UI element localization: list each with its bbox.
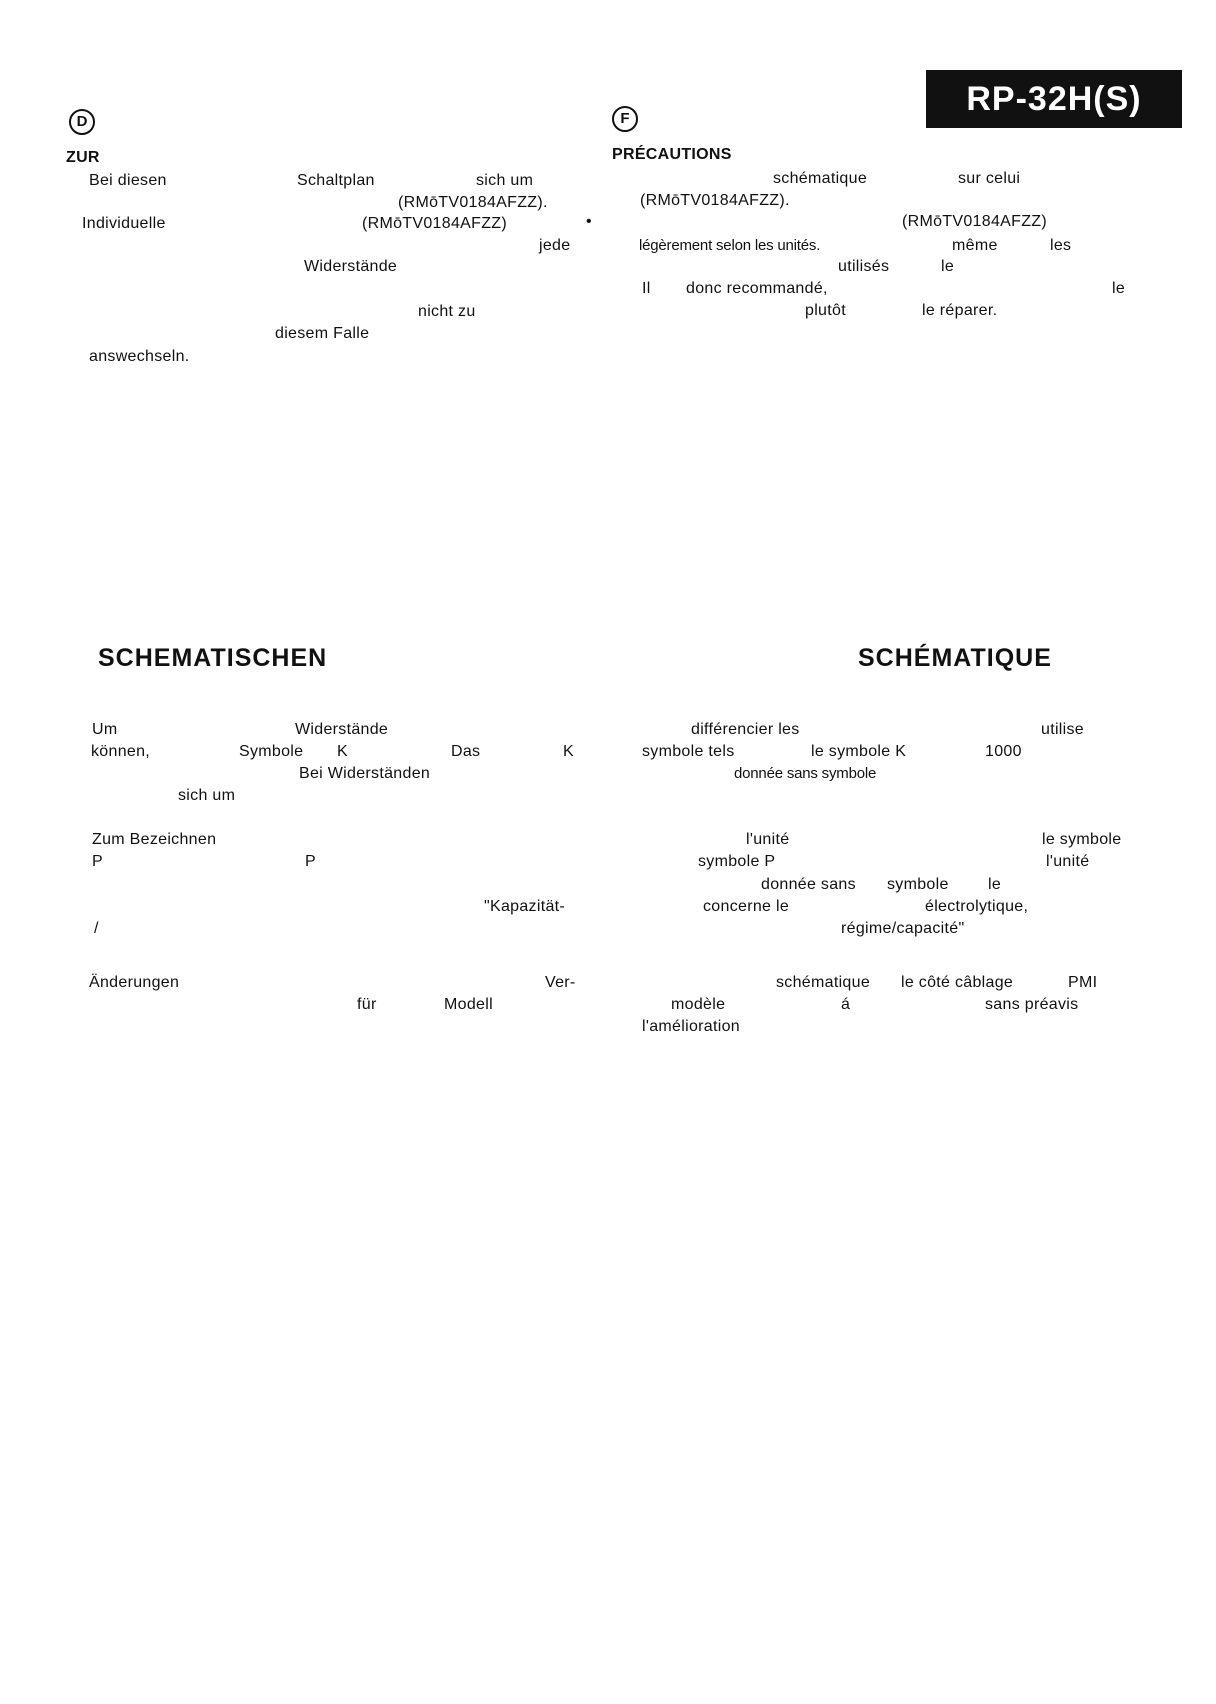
french-text: (RMōTV0184AFZZ): [902, 213, 1047, 230]
german-text: Um: [92, 721, 118, 738]
french-text: plutôt: [805, 302, 846, 319]
french-text: •: [586, 213, 592, 230]
french-text: donnée sans symbole: [734, 765, 877, 782]
model-badge: RP-32H(S): [926, 70, 1182, 128]
german-text: P: [92, 853, 103, 870]
german-text: Widerstände: [304, 258, 398, 275]
german-text: (RMōTV0184AFZZ).: [398, 194, 548, 211]
german-text: sich um: [178, 787, 236, 804]
french-text: donc recommandé,: [686, 280, 828, 297]
french-text: l'unité: [1046, 853, 1090, 870]
french-text: utilisés: [838, 258, 890, 275]
german-text: Modell: [444, 996, 493, 1013]
french-text: symbole: [887, 876, 949, 893]
german-text: Bei diesen: [89, 172, 167, 189]
french-section-marker: F: [612, 106, 638, 132]
german-text: Ver-: [545, 974, 576, 991]
french-text: différencier les: [691, 721, 800, 738]
french-text: l'unité: [746, 831, 790, 848]
german-text: Symbole: [239, 743, 304, 760]
french-text: légèrement selon les unités.: [639, 237, 821, 254]
french-text: le: [941, 258, 955, 275]
german-text: jede: [539, 237, 571, 254]
german-text: K: [337, 743, 348, 760]
german-text: Schaltplan: [297, 172, 375, 189]
german-text: Widerstände: [295, 721, 389, 738]
german-text: Änderungen: [89, 974, 180, 991]
german-text: (RMōTV0184AFZZ): [362, 215, 507, 232]
french-text: PMI: [1068, 974, 1098, 991]
german-text: K: [563, 743, 574, 760]
french-text: concerne le: [703, 898, 790, 915]
german-text: /: [94, 920, 99, 937]
german-text: P: [305, 853, 316, 870]
german-section-marker: D: [69, 109, 95, 135]
german-text: sich um: [476, 172, 534, 189]
german-text: Individuelle: [82, 215, 166, 232]
french-text: donnée sans: [761, 876, 856, 893]
german-text: Das: [451, 743, 481, 760]
french-text: même: [952, 237, 998, 254]
french-text: le côté câblage: [901, 974, 1014, 991]
german-text: Bei Widerständen: [299, 765, 431, 782]
french-text: (RMōTV0184AFZZ).: [640, 192, 790, 209]
french-text: sans préavis: [985, 996, 1079, 1013]
german-text: "Kapazität-: [484, 898, 566, 915]
german-heading: ZUR: [66, 149, 100, 166]
french-text: schématique: [776, 974, 871, 991]
french-text: symbole P: [698, 853, 776, 870]
french-text: le symbole: [1042, 831, 1122, 848]
french-text: le: [1112, 280, 1126, 297]
german-text: answechseln.: [89, 348, 190, 365]
german-text: können,: [91, 743, 151, 760]
french-text: le réparer.: [922, 302, 998, 319]
french-text: sur celui: [958, 170, 1021, 187]
german-text: diesem Falle: [275, 325, 370, 342]
french-text: utilise: [1041, 721, 1085, 738]
french-text: symbole tels: [642, 743, 735, 760]
french-text: le symbole K: [811, 743, 907, 760]
french-text: á: [841, 996, 851, 1013]
french-text: l'amélioration: [642, 1018, 740, 1035]
german-section-title: SCHEMATISCHEN: [98, 644, 328, 672]
french-text: modèle: [671, 996, 726, 1013]
french-text: 1000: [985, 743, 1022, 760]
french-text: Il: [642, 280, 651, 297]
french-text: schématique: [773, 170, 868, 187]
french-text: régime/capacité": [841, 920, 965, 937]
german-text: für: [357, 996, 377, 1013]
french-text: les: [1050, 237, 1072, 254]
french-heading: PRÉCAUTIONS: [612, 146, 732, 163]
french-text: le: [988, 876, 1002, 893]
german-text: nicht zu: [418, 303, 476, 320]
german-text: Zum Bezeichnen: [92, 831, 217, 848]
french-text: électrolytique,: [925, 898, 1029, 915]
french-section-title: SCHÉMATIQUE: [858, 644, 1052, 672]
